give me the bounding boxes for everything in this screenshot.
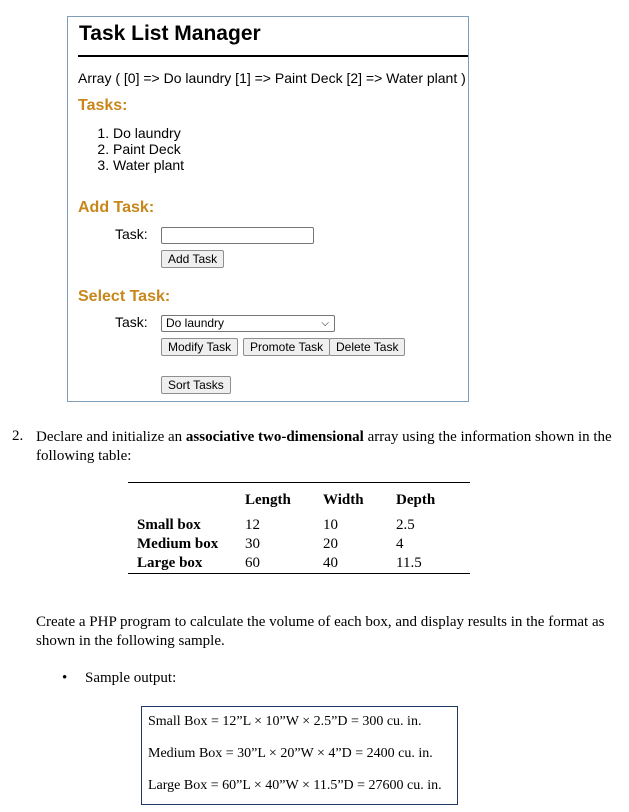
table-row	[128, 516, 470, 535]
sample-output-line: Medium Box = 30”L × 20”W × 4”D = 2400 cu. in.	[148, 746, 433, 761]
table-cell: 2.5	[396, 517, 415, 533]
table-cell: 20	[323, 536, 338, 552]
array-dump: Array ( [0] => Do laundry [1] => Paint Deck [2] => Water plant )	[78, 70, 466, 86]
title-divider	[78, 55, 468, 57]
select-task-label: Task:	[115, 314, 148, 330]
column-header: Width	[323, 492, 364, 508]
question-text-start: Declare and initialize an	[36, 429, 186, 445]
table-cell: 10	[323, 517, 338, 533]
task-list-manager-screenshot	[67, 16, 469, 402]
sample-output-line: Large Box = 60”L × 40”W × 11.5”D = 27600 cu. in.	[148, 778, 442, 793]
instruction-text: Create a PHP program to calculate the volume of each box, and display results in the format as shown in the following sample.	[36, 614, 605, 649]
sample-output-box	[141, 706, 458, 805]
task-item: 3. Water plant	[113, 157, 184, 173]
row-header: Small box	[137, 517, 201, 533]
add-task-heading: Add Task:	[78, 199, 155, 216]
app-title: Task List Manager	[79, 22, 261, 45]
table-cell: 60	[245, 555, 260, 571]
table-cell: 30	[245, 536, 260, 552]
table-cell: 12	[245, 517, 260, 533]
modify-task-button[interactable]: Modify Task	[161, 338, 238, 356]
row-header: Large box	[137, 555, 203, 571]
table-corner	[128, 483, 245, 517]
question-text	[36, 428, 621, 466]
select-task-heading: Select Task:	[78, 288, 171, 305]
sample-output-label: Sample output:	[85, 670, 177, 686]
column-header: Depth	[396, 492, 436, 508]
promote-task-button[interactable]: Promote Task	[243, 338, 330, 356]
row-header: Medium box	[137, 536, 219, 552]
add-task-label: Task:	[115, 226, 148, 242]
sample-output-line: Small Box = 12”L × 10”W × 2.5”D = 300 cu. in.	[148, 714, 422, 729]
task-item: 1. Do laundry	[113, 125, 184, 141]
task-item: 2. Paint Deck	[113, 141, 184, 157]
task-list	[78, 125, 184, 173]
task-select-value: Do laundry	[166, 316, 225, 330]
sort-tasks-button[interactable]: Sort Tasks	[161, 376, 231, 394]
table-cell: 4	[396, 536, 404, 552]
table-row	[128, 554, 470, 574]
question-text-end: array using the information shown in the following table:	[36, 429, 612, 464]
question-number: 2.	[12, 428, 24, 444]
tasks-heading: Tasks:	[78, 97, 128, 114]
delete-task-button[interactable]: Delete Task	[329, 338, 405, 356]
box-dimensions-table	[128, 482, 470, 574]
table-row	[128, 535, 470, 554]
task-select[interactable]	[161, 315, 335, 332]
add-task-button[interactable]: Add Task	[161, 250, 224, 268]
task-input[interactable]	[161, 227, 314, 244]
table-cell: 40	[323, 555, 338, 571]
chevron-down-icon: ⌵	[321, 318, 329, 329]
table-cell: 11.5	[396, 555, 422, 571]
bullet-icon: •	[62, 670, 68, 686]
column-header: Length	[245, 492, 291, 508]
question-text-bold: associative two-dimensional	[185, 429, 364, 445]
